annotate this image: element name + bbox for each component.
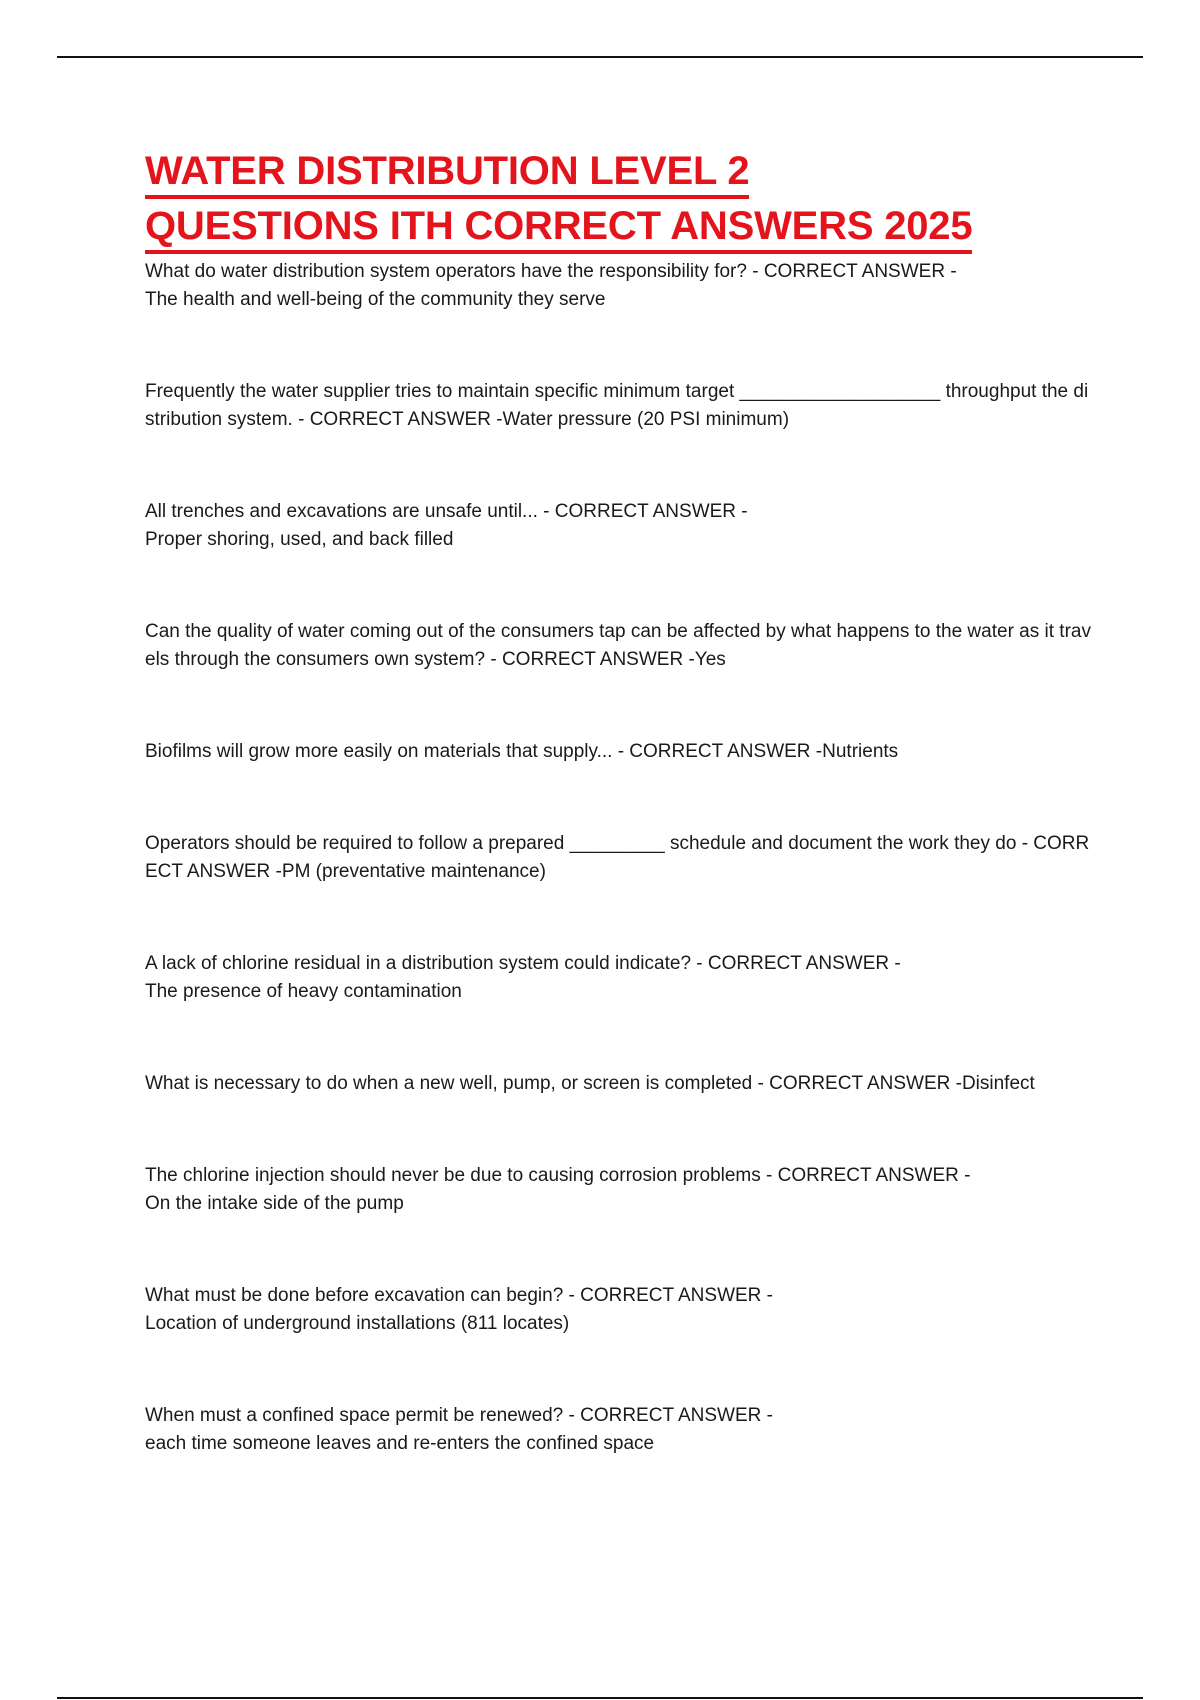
answer-label: - CORRECT ANSWER -	[752, 1073, 962, 1094]
answer-text: Proper shoring, used, and back filled	[145, 529, 454, 550]
question-text: The chlorine injection should never be due to causing corrosion problems	[145, 1165, 761, 1186]
question-text: Biofilms will grow more easily on materials that supply...	[145, 741, 613, 762]
answer-text: Nutrients	[822, 741, 899, 762]
bottom-rule	[57, 1697, 1143, 1699]
qa-item	[145, 378, 1095, 434]
question-text: Can the quality of water coming out of the consumers tap can be affected by what happens to the water as it travels through the consumers own system?	[145, 621, 1091, 670]
answer-label: - CORRECT ANSWER -	[485, 649, 695, 670]
qa-item	[145, 498, 1095, 554]
question-text: Operators should be required to follow a prepared _________ schedule and document the work they do	[145, 833, 1017, 854]
title-line-1: WATER DISTRIBUTION LEVEL 2	[145, 149, 749, 199]
answer-label: - CORRECT ANSWER -	[145, 833, 1090, 882]
qa-item	[145, 830, 1095, 886]
qa-item	[145, 1070, 1095, 1098]
title-line-2: QUESTIONS ITH CORRECT ANSWERS 2025	[145, 204, 972, 254]
qa-item	[145, 950, 1095, 1006]
question-text: What do water distribution system operators have the responsibility for?	[145, 261, 747, 282]
qa-item	[145, 738, 1095, 766]
qa-item	[145, 1282, 1095, 1338]
question-text: What is necessary to do when a new well, pump, or screen is completed	[145, 1073, 753, 1094]
answer-label: - CORRECT ANSWER -	[563, 1285, 773, 1306]
answer-text: Yes	[694, 649, 726, 670]
answer-label: - CORRECT ANSWER -	[691, 953, 901, 974]
answer-label: - CORRECT ANSWER -	[760, 1165, 971, 1186]
answer-text: Location of underground installations (811 locates)	[145, 1313, 570, 1334]
top-rule	[57, 56, 1143, 58]
question-text: What must be done before excavation can begin?	[145, 1285, 564, 1306]
question-text: Frequently the water supplier tries to maintain specific minimum target ___________________ throughput the distribution system.	[145, 381, 1089, 430]
question-text: A lack of chlorine residual in a distribution system could indicate?	[145, 953, 692, 974]
answer-label: - CORRECT ANSWER -	[612, 741, 823, 762]
qa-item	[145, 618, 1095, 674]
answer-text: The presence of heavy contamination	[145, 981, 462, 1002]
answer-text: Water pressure (20 PSI minimum)	[502, 409, 790, 430]
answer-label: - CORRECT ANSWER -	[746, 261, 957, 282]
answer-label: - CORRECT ANSWER -	[563, 1405, 773, 1426]
answer-text: each time someone leaves and re-enters the confined space	[145, 1433, 655, 1454]
answer-text: The health and well-being of the community they serve	[145, 289, 606, 310]
qa-list	[145, 258, 1095, 1458]
qa-item	[145, 1402, 1095, 1458]
answer-text: On the intake side of the pump	[145, 1193, 404, 1214]
question-text: All trenches and excavations are unsafe until...	[145, 501, 538, 522]
document-title	[145, 146, 1095, 256]
answer-label: - CORRECT ANSWER -	[292, 409, 503, 430]
answer-text: Disinfect	[961, 1073, 1035, 1094]
qa-item	[145, 1162, 1095, 1218]
answer-text: PM (preventative maintenance)	[281, 861, 546, 882]
answer-label: - CORRECT ANSWER -	[537, 501, 748, 522]
qa-item	[145, 258, 1095, 314]
document-body	[145, 146, 1095, 1458]
question-text: When must a confined space permit be renewed?	[145, 1405, 564, 1426]
